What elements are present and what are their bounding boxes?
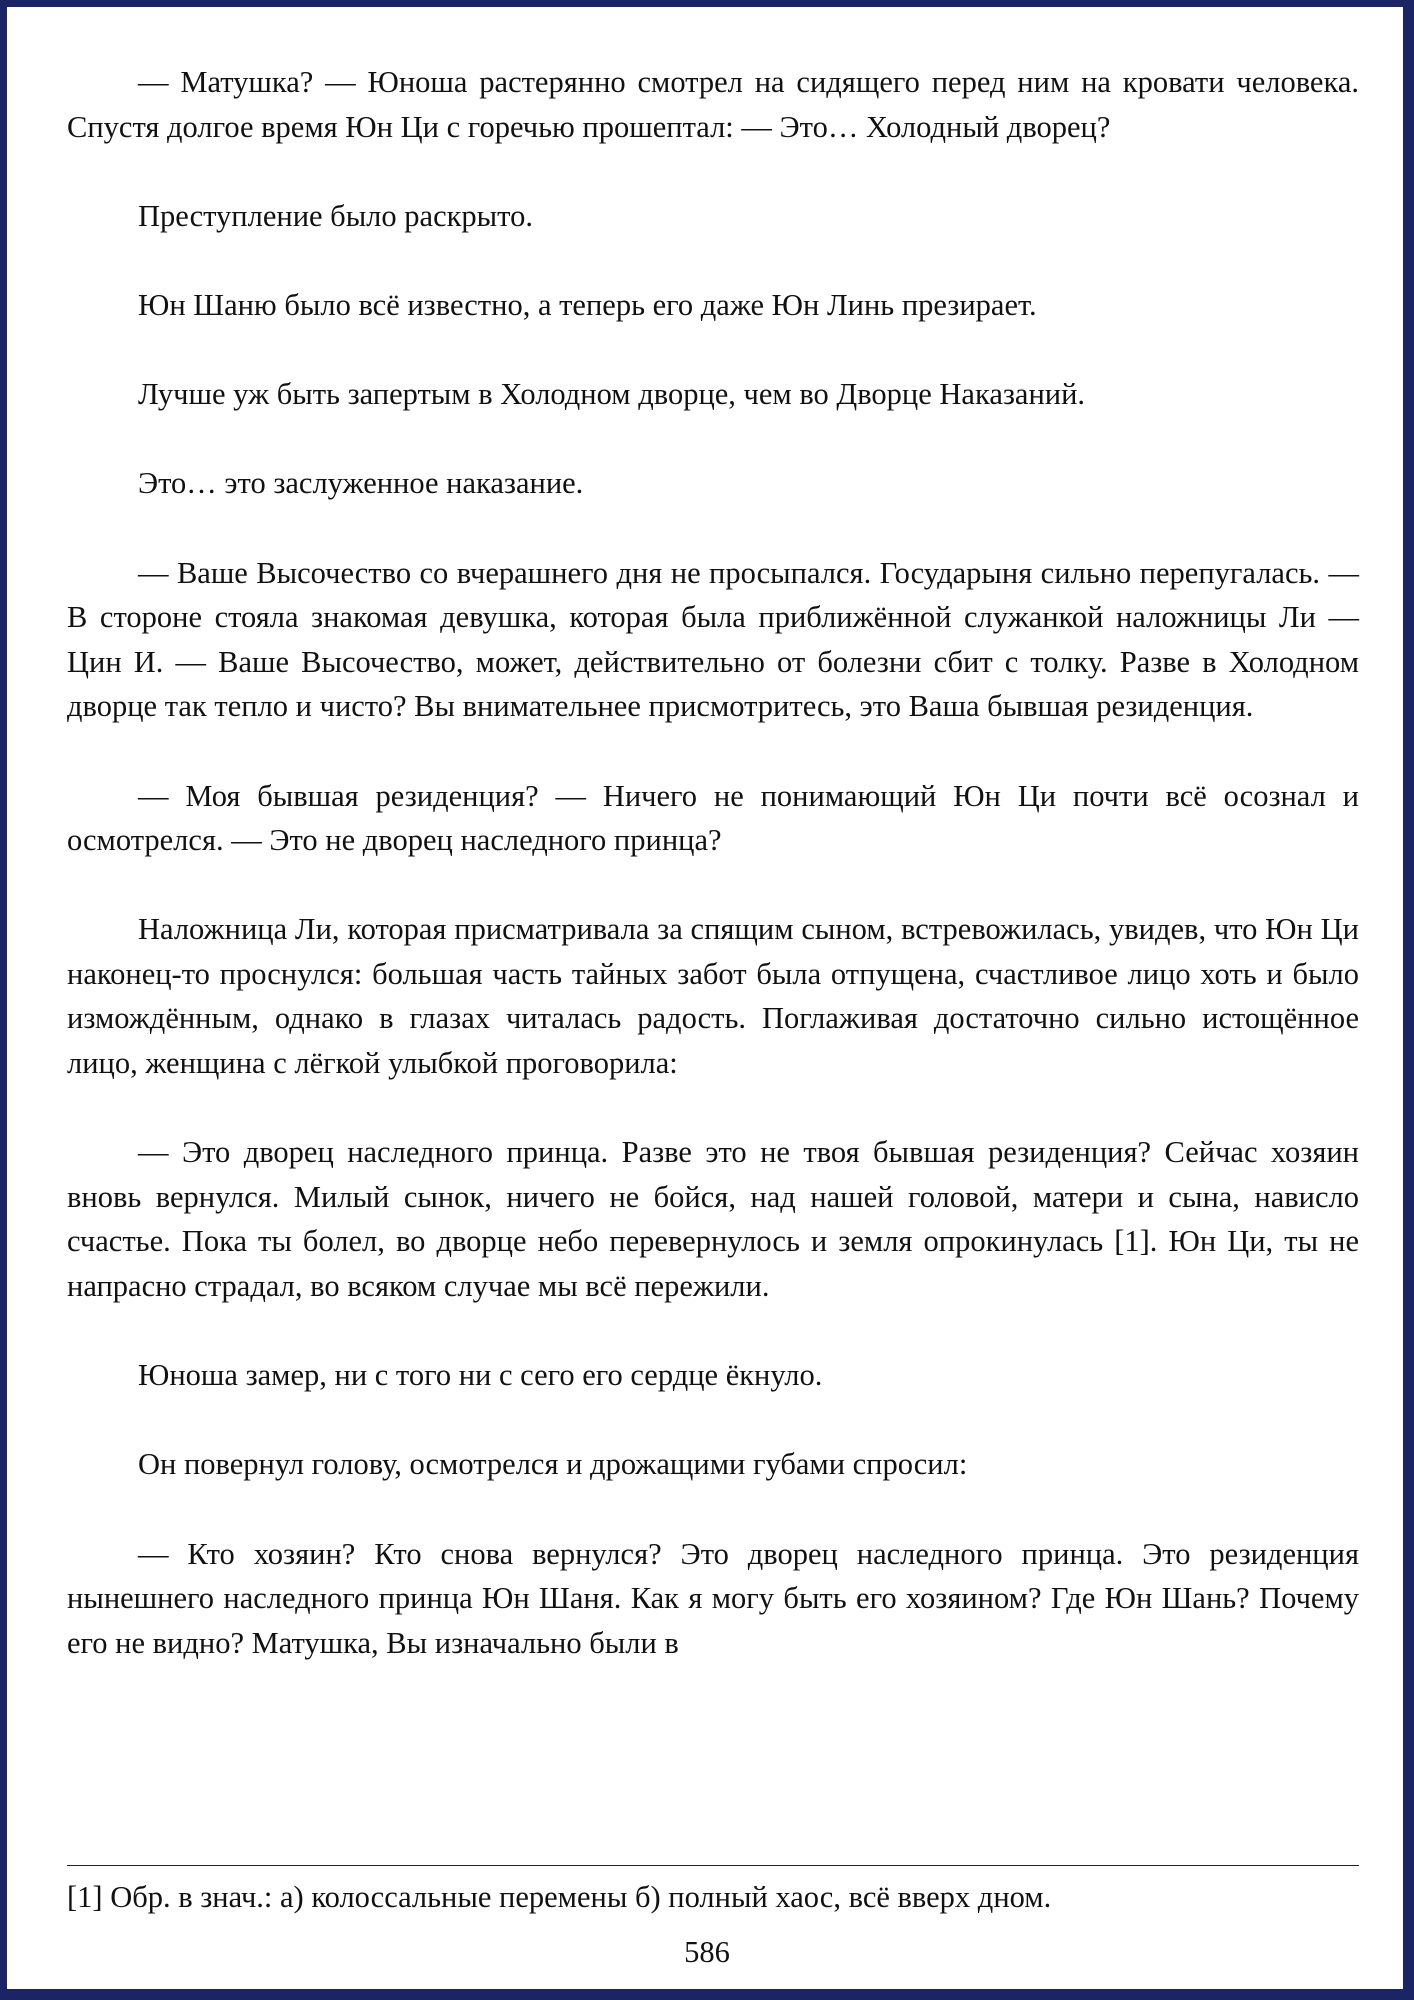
paragraph: — Кто хозяин? Кто снова вернулся? Это дворец наследного принца. Это резиденция нынешнего наследного принца Юн Шаня. Как я могу быть его хозяином? Где Юн Шань? Почему его не видно? Матушка, Вы изначально были в [67, 1536, 1359, 1660]
paragraph: Преступление было раскрыто. [138, 198, 533, 233]
paragraph: Он повернул голову, осмотрелся и дрожащими губами спросил: [138, 1447, 968, 1482]
footnote: [1] Обр. в знач.: а) колоссальные перемены б) полный хаос, всё вверх дном. [67, 1880, 1052, 1914]
paragraph: Юн Шаню было всё известно, а теперь его даже Юн Линь презирает. [138, 287, 1037, 322]
book-page [7, 7, 1403, 1989]
page-number: 586 [684, 1935, 730, 1969]
footnote-divider [67, 1865, 1359, 1866]
paragraph: Это… это заслуженное наказание. [138, 466, 584, 501]
paragraph: Юноша замер, ни с того ни с сего его сердце ёкнуло. [138, 1358, 823, 1393]
paragraph: — Моя бывшая резиденция? — Ничего не понимающий Юн Ци почти всё осознал и осмотрелся. — Это не дворец наследного принца? [67, 778, 1359, 858]
paragraph: — Ваше Высочество со вчерашнего дня не просыпался. Государыня сильно перепугалась. — В стороне стояла знакомая девушка, которая была приближённой служанкой наложницы Ли — Цин И. — Ваше Высочество, может, действительно от болезни сбит с толку. Разве в Холодном дворце так тепло и чисто? Вы внимательнее присмотритесь, это Ваша бывшая резиденция. [67, 555, 1359, 724]
paragraph: Наложница Ли, которая присматривала за спящим сыном, встревожилась, увидев, что Юн Ци наконец-то проснулся: большая часть тайных забот была отпущена, счастливое лицо хоть и было измождённым, однако в глазах читалась радость. Поглаживая достаточно сильно истощённое лицо, женщина с лёгкой улыбкой проговорила: [67, 912, 1359, 1081]
page-body [67, 60, 1359, 1710]
paragraph: — Матушка? — Юноша растерянно смотрел на сидящего перед ним на кровати человека. Спустя долгое время Юн Ци с горечью прошептал: — Это… Холодный дворец? [67, 65, 1359, 144]
paragraph: Лучше уж быть запертым в Холодном дворце, чем во Дворце Наказаний. [138, 377, 1086, 412]
paragraph: — Это дворец наследного принца. Разве это не твоя бывшая резиденция? Сейчас хозяин вновь вернулся. Милый сынок, ничего не бойся, над нашей головой, матери и сына, нависло счастье. Пока ты болел, во дворце небо перевернулось и земля опрокинулась [1]. Юн Ци, ты не напрасно страдал, во всяком случае мы всё пережили. [67, 1135, 1359, 1304]
